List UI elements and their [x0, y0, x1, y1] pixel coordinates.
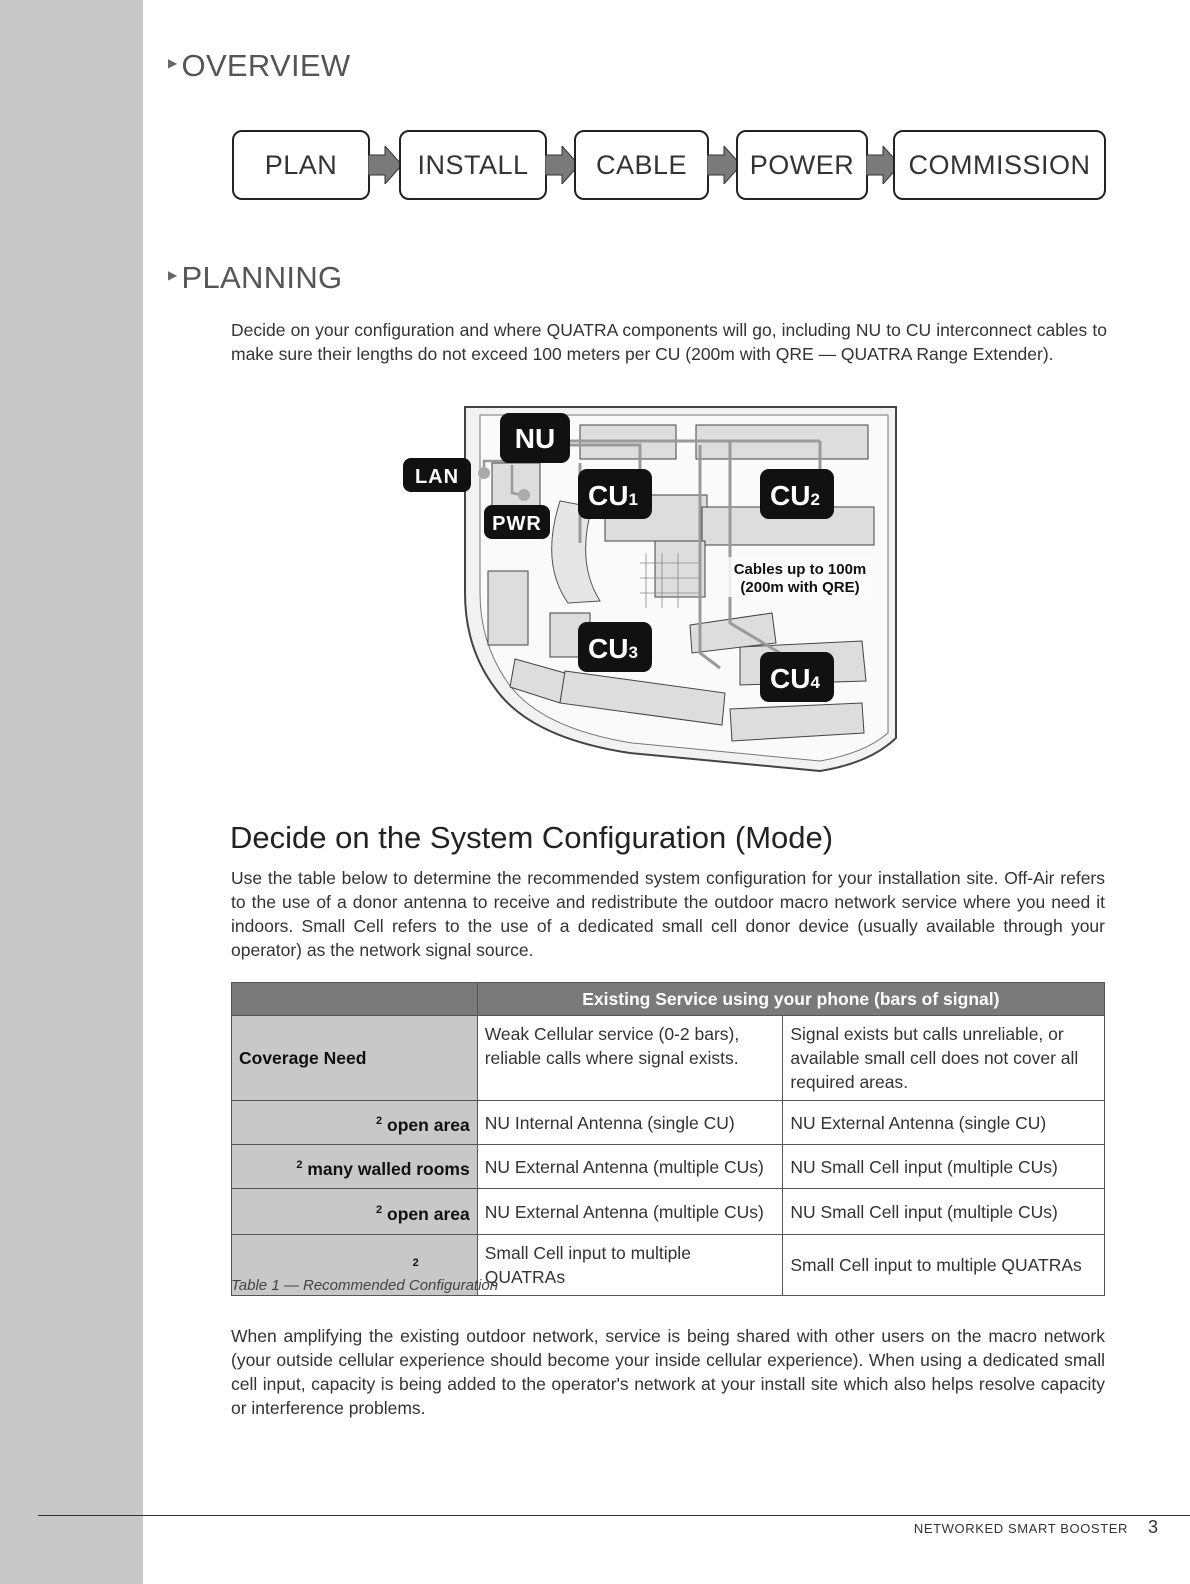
table-caption: Table 1 — Recommended Configuration: [231, 1277, 499, 1294]
planning-heading: [168, 260, 342, 296]
left-margin-bar: [0, 0, 143, 1584]
floor-plan-diagram: [400, 403, 900, 785]
coverage-need-label: Coverage Need: [232, 1016, 478, 1101]
row-label: $^2$ open area: [232, 1189, 478, 1235]
pwr-badge: [484, 505, 550, 539]
table-cell: NU Small Cell input (multiple CUs): [783, 1189, 1105, 1235]
table-header-row: [232, 983, 1105, 1016]
cu3-badge: [578, 622, 652, 672]
table-col2-header: Signal exists but calls unreliable, or available small cell does not cover all required areas.: [783, 1016, 1105, 1101]
row-label: $^2$ many walled rooms: [232, 1145, 478, 1189]
config-intro: Use the table below to determine the recommended system configuration for your installation site. Off-Air refers to the use of a donor antenna to receive and redistribute the outdoor macro network service where you need it indoors. Small Cell refers to the use of a dedicated small cell donor device (usually available through your operator) as the network signal source.: [231, 868, 1105, 960]
table-cell: Small Cell input to multiple QUATRAs: [477, 1235, 783, 1296]
pwr-label: PWR: [492, 513, 542, 535]
flow-arrow-icon: [368, 146, 402, 184]
table-cell: NU External Antenna (multiple CUs): [477, 1189, 783, 1235]
planning-heading-text: PLANNING: [181, 260, 343, 295]
table-row: [232, 1145, 1105, 1189]
nu-badge: [500, 413, 570, 463]
nu-label: NU: [514, 423, 556, 454]
cu2-label: CU2: [770, 480, 820, 511]
row-label: 2: [232, 1235, 478, 1296]
cu4-badge: [760, 652, 834, 702]
footer-title: NETWORKED SMART BOOSTER: [913, 1521, 1128, 1536]
planning-text: Decide on your configuration and where QUATRA components will go, including NU to CU interconnect cables to make sure their lengths do not exceed 100 meters per CU (200m with QRE — QUATRA Range Extender).: [231, 320, 1107, 364]
cable-note: [726, 557, 874, 597]
cu3-label: CU3: [588, 633, 638, 664]
table-row: [232, 1189, 1105, 1235]
cu4-label: CU4: [770, 663, 820, 694]
table-row: [232, 1016, 1105, 1101]
caret-right-icon: ▶: [168, 56, 178, 70]
flow-step-install: INSTALL: [399, 130, 547, 200]
closing-paragraph: When amplifying the existing outdoor network, service is being shared with other users on the macro network (your outside cellular experience should become your inside cellular experience). When using a dedicated small cell input, capacity is being added to the operator's network at your install site which also helps resolve capacity or interference problems.: [231, 1326, 1105, 1418]
table-row: [232, 1101, 1105, 1145]
lan-label: LAN: [414, 466, 460, 488]
footer-divider: [38, 1515, 1190, 1516]
cu2-badge: [760, 469, 834, 519]
table-cell: NU Small Cell input (multiple CUs): [783, 1145, 1105, 1189]
overview-heading: [168, 48, 350, 84]
overview-heading-text: OVERVIEW: [181, 48, 351, 83]
table-header-existing-service: Existing Service using your phone (bars of signal): [477, 983, 1104, 1016]
flow-step-commission: COMMISSION: [893, 130, 1106, 200]
table-cell: NU Internal Antenna (single CU): [477, 1101, 783, 1145]
table-cell: Small Cell input to multiple QUATRAs: [783, 1235, 1105, 1296]
configuration-table: [231, 982, 1105, 1296]
cable-note-line2: (200m with QRE): [740, 579, 860, 596]
cable-note-line1: Cables up to 100m: [733, 561, 867, 578]
table-cell: NU External Antenna (single CU): [783, 1101, 1105, 1145]
process-flow: [232, 130, 1106, 200]
page-number: 3: [1147, 1517, 1158, 1537]
flow-step-power: POWER: [736, 130, 868, 200]
config-heading: Decide on the System Configuration (Mode): [230, 820, 834, 855]
row-label: $^2$ open area: [232, 1101, 478, 1145]
cu1-badge: [578, 469, 652, 519]
table-header-blank: [232, 983, 478, 1016]
caret-right-icon: ▶: [168, 268, 178, 282]
lan-badge: [403, 458, 471, 492]
table-cell: NU External Antenna (multiple CUs): [477, 1145, 783, 1189]
table-col1-header: Weak Cellular service (0-2 bars), reliable calls where signal exists.: [477, 1016, 783, 1101]
flow-step-plan: PLAN: [232, 130, 370, 200]
flow-step-cable: CABLE: [574, 130, 709, 200]
cu1-label: CU1: [588, 480, 638, 511]
